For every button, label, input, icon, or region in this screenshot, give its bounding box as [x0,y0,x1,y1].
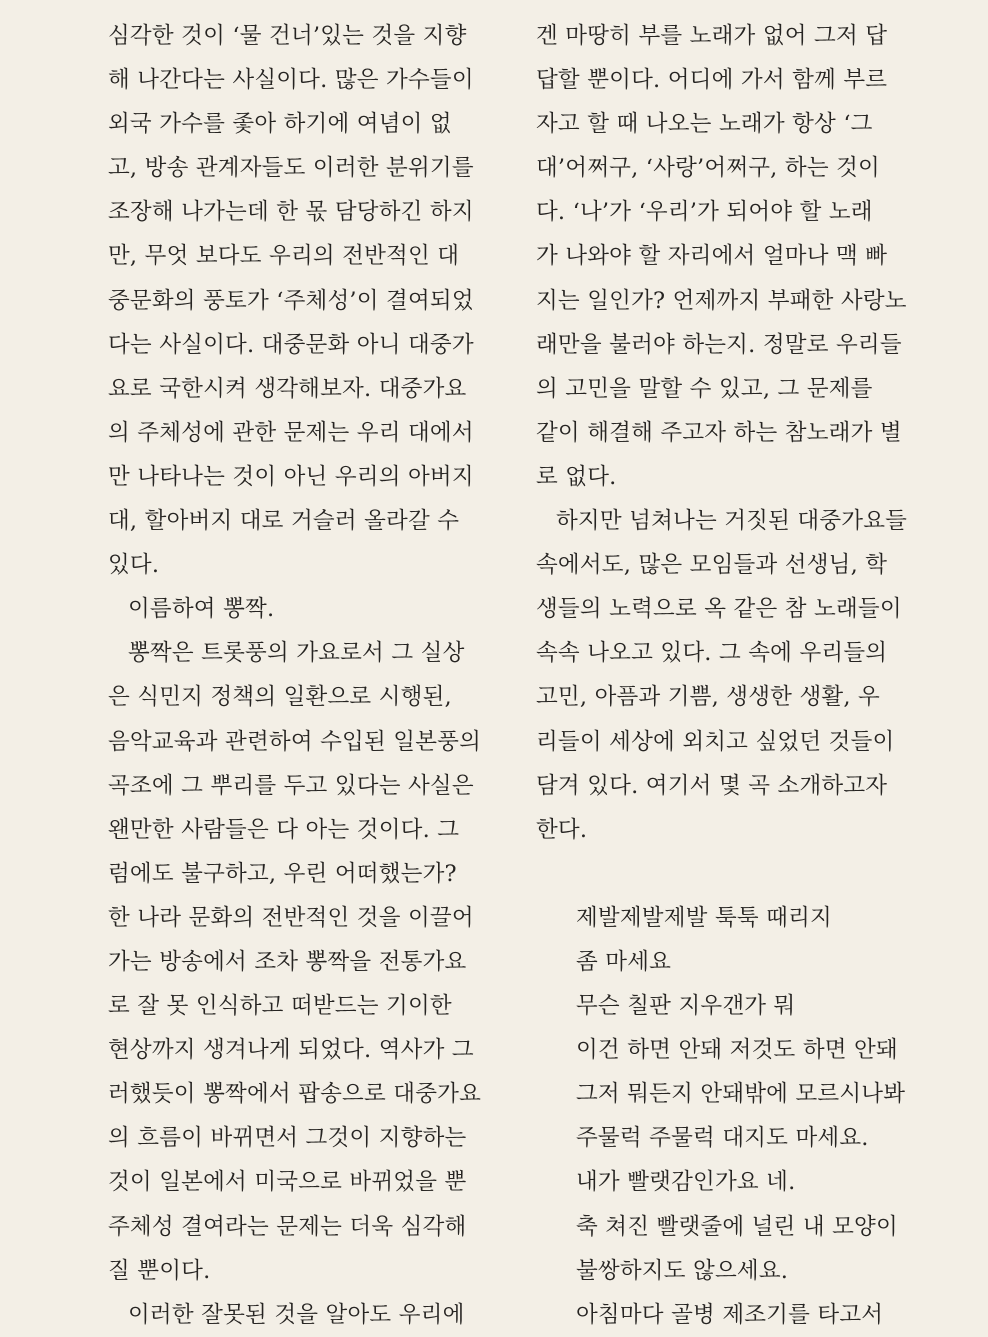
text-line: 로 잘 못 인식하고 떠받드는 기이한 [108,993,452,1020]
text-line: 조장해 나가는데 한 몫 담당하긴 하지 [108,199,474,226]
text-line: 담겨 있다. 여기서 몇 곡 소개하고자 [536,772,888,799]
text-line: 해 나간다는 사실이다. 많은 가수들이 [108,67,474,94]
text-line: 래만을 불러야 하는지. 정말로 우리들 [536,331,902,358]
text-line: 의 고민을 말할 수 있고, 그 문제를 [536,375,873,402]
text-line: 가는 방송에서 조차 뽕짝을 전통가요 [108,948,467,975]
text-line: 의 주체성에 관한 문제는 우리 대에서 [108,419,474,446]
text-line: 곡조에 그 뿌리를 두고 있다는 사실은 [108,772,474,799]
poem-line: 불쌍하지도 않으세요. [576,1257,789,1284]
text-line: 은 식민지 정책의 일환으로 시행된, [108,684,452,711]
text-line: 하지만 넘쳐나는 거짓된 대중가요들 [556,508,908,535]
text-line: 있다. [108,552,160,579]
poem-line: 제발제발제발 툭툭 때리지 [576,904,832,931]
left-column [108,14,486,1337]
text-line: 자고 할 때 나오는 노래가 항상 ‘그 [536,111,873,138]
text-line: 외국 가수를 좇아 하기에 여념이 없 [108,111,452,138]
poem-line: 이건 하면 안돼 저것도 하면 안돼 [576,1037,898,1064]
text-line: 로 없다. [536,463,617,490]
text-line: 지는 일인가? 언제까지 부패한 사랑노 [536,287,907,314]
text-line: 주체성 결여라는 문제는 더욱 심각해 [108,1213,467,1240]
text-line: 겐 마땅히 부를 노래가 없어 그저 답 [536,23,888,49]
right-column [536,14,916,1337]
text-line: 중문화의 풍토가 ‘주체성’이 결여되었 [108,287,474,314]
text-line: 대’어쩌구, ‘사랑’어쩌구, 하는 것이 [536,155,880,182]
text-line: 음악교육과 관련하여 수입된 일본풍의 [108,728,482,755]
poem-line: 그저 뭐든지 안돼밖에 모르시나봐 [576,1081,906,1108]
text-line: 리들이 세상에 외치고 싶었던 것들이 [536,728,895,755]
text-line: 요로 국한시켜 생각해보자. 대중가요 [108,375,467,402]
text-line: 다는 사실이다. 대중문화 아니 대중가 [108,331,474,358]
text-line: 생들의 노력으로 옥 같은 참 노래들이 [536,596,902,623]
text-line: 속에서도, 많은 모임들과 선생님, 학 [536,552,888,579]
poem-line: 내가 빨랫감인가요 네. [576,1169,796,1196]
text-line: 다. ‘나’가 ‘우리’가 되어야 할 노래 [536,199,873,226]
text-line: 가 나와야 할 자리에서 얼마나 맥 빠 [536,243,888,270]
poem-line: 축 쳐진 빨랫줄에 널린 내 모양이 [576,1213,898,1240]
text-line: 만, 무엇 보다도 우리의 전반적인 대 [108,243,460,270]
text-line: 럼에도 불구하고, 우린 어떠했는가? [108,860,457,887]
stanza-gap [536,852,916,896]
poem-line: 무슨 칠판 지우갠가 뭐 [576,993,796,1020]
text-line: 이름하여 뽕짝. [128,596,275,623]
text-line: 질 뿐이다. [108,1257,211,1284]
text-line: 것이 일본에서 미국으로 바뀌었을 뿐 [108,1169,467,1196]
poem-line: 주물럭 주물럭 대지도 마세요. [576,1125,869,1152]
text-line: 고민, 아픔과 기쁨, 생생한 생활, 우 [536,684,880,711]
text-line: 한 나라 문화의 전반적인 것을 이끌어 [108,904,474,931]
text-line: 심각한 것이 ‘물 건너’있는 것을 지향 [108,23,467,49]
text-line: 고, 방송 관계자들도 이러한 분위기를 [108,155,474,182]
poem-line: 좀 마세요 [576,948,672,975]
text-line: 대, 할아버지 대로 거슬러 올라갈 수 [108,508,460,535]
poem-line: 아침마다 골병 제조기를 타고서 [576,1301,884,1328]
text-line: 한다. [536,816,588,843]
text-line: 같이 해결해 주고자 하는 참노래가 별 [536,419,902,446]
text-line: 만 나타나는 것이 아닌 우리의 아버지 [108,463,474,490]
text-line: 속속 나오고 있다. 그 속에 우리들의 [536,640,888,667]
text-line: 답할 뿐이다. 어디에 가서 함께 부르 [536,67,888,94]
text-line: 러했듯이 뽕짝에서 팝송으로 대중가요 [108,1081,482,1108]
text-line: 왠만한 사람들은 다 아는 것이다. 그 [108,816,460,843]
text-line: 현상까지 생겨나게 되었다. 역사가 그 [108,1037,474,1064]
text-line: 뽕짝은 트롯풍의 가요로서 그 실상 [128,640,465,667]
text-line: 이러한 잘못된 것을 알아도 우리에 [128,1301,465,1328]
text-line: 의 흐름이 바뀌면서 그것이 지향하는 [108,1125,467,1152]
